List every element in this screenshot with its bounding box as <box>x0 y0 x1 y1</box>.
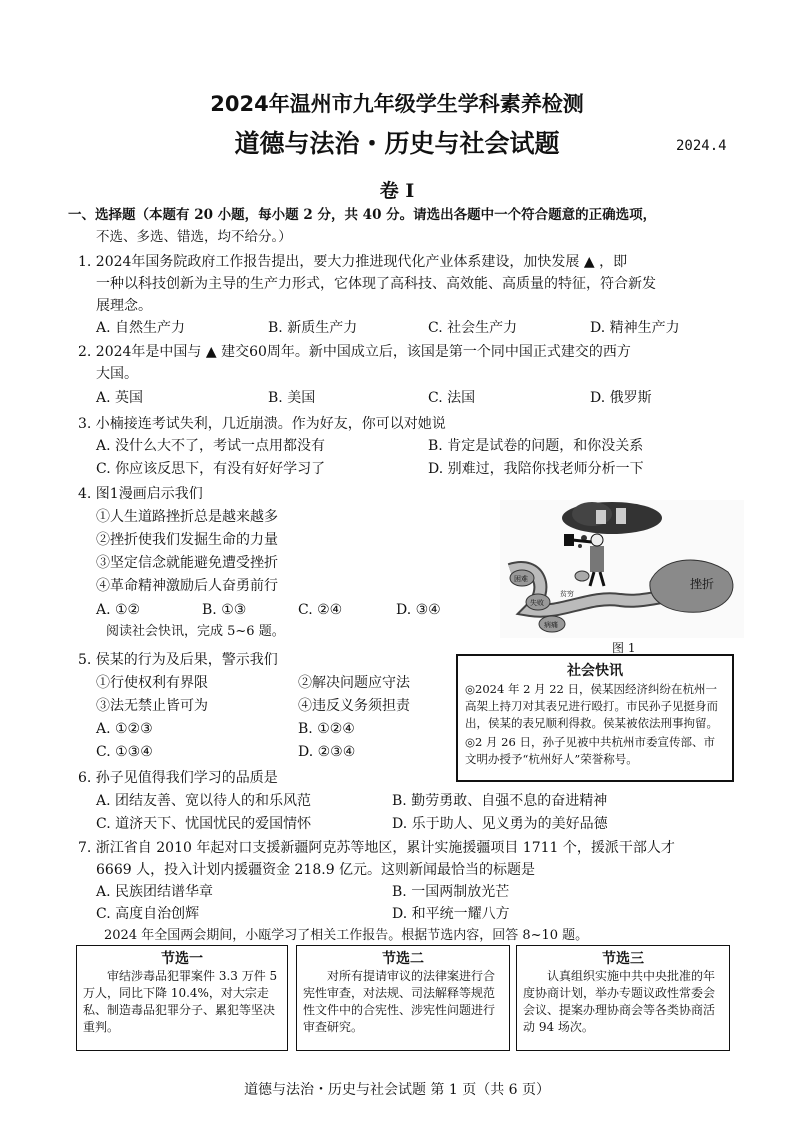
page-footer: 道德与法治・历史与社会试题 第 1 页（共 6 页） <box>243 1082 551 1098</box>
q5-statement-2: ②解决问题应守法 <box>298 675 410 691</box>
q4-statement-2: ②挫折使我们发掘生命的力量 <box>96 532 278 548</box>
q3-option-c: C. 你应该反思下，有没有好好学习了 <box>96 461 326 477</box>
q6-option-b: B. 勤劳勇敢、自强不息的奋进精神 <box>392 793 608 809</box>
q1-option-d: D. 精神生产力 <box>590 320 680 336</box>
q2-option-a: A. 英国 <box>96 390 144 406</box>
exam-subject-title: 道德与法治・历史与社会试题 <box>234 129 560 158</box>
read-prompt: 阅读社会快讯，完成 5~6 题。 <box>106 624 285 639</box>
excerpt-box-2 <box>296 945 510 1051</box>
cartoon-illustration <box>500 500 744 638</box>
q4-statement-4: ④革命精神激励后人奋勇前行 <box>96 578 278 594</box>
excerpt-1-text: 审结涉毒品犯罪案件 3.3 万件 5 万人，同比下降 10.4%，对大宗走私、制造毒品犯罪分子、累犯等坚决重判。 <box>83 969 278 1034</box>
q1-stem-line2: 一种以科技创新为主导的生产力形式，它体现了高科技、高效能、高质量的特征，符合新发 <box>96 276 656 292</box>
instructions-line1 <box>68 205 656 225</box>
q6-option-d: D. 乐于助人、见义勇为的美好品德 <box>392 816 608 832</box>
q6-option-c: C. 道济天下、忧国忧民的爱国情怀 <box>96 816 312 832</box>
q3-option-a: A. 没什么大不了，考试一点用都没有 <box>96 438 326 454</box>
q5-stem: 5. 侯某的行为及后果，警示我们 <box>78 652 278 668</box>
excerpt-2-title: 节选二 <box>382 951 424 967</box>
q5-option-b: B. ①②④ <box>298 721 355 737</box>
news-title: 社会快讯 <box>567 663 623 679</box>
q5-option-d: D. ②③④ <box>298 744 356 760</box>
q5-statement-4: ④违反义务须担责 <box>298 698 410 714</box>
q3-option-d: D. 别难过，我陪你找老师分析一下 <box>428 461 644 477</box>
excerpt-box-1 <box>76 945 288 1051</box>
exam-date: 2024.4 <box>676 138 727 154</box>
rock-label: 挫折 <box>690 577 715 591</box>
q6-option-a: A. 团结友善、宽以待人的和乐风范 <box>96 793 312 809</box>
q1-option-b: B. 新质生产力 <box>268 320 358 336</box>
news-box <box>456 654 734 782</box>
q4-option-a: A. ①② <box>96 602 141 618</box>
q1-stem-line1: 1. 2024年国务院政府工作报告提出，要大力推进现代化产业体系建设，加快发展 ▲ ，即 <box>78 254 628 270</box>
q1-option-c: C. 社会生产力 <box>428 320 518 336</box>
q7-option-b: B. 一国两制放光芒 <box>392 884 510 900</box>
excerpt-3-text: 认真组织实施中共中央批准的年度协商计划，举办专题议政性常委会会议、提案办理协商会等各类协商活动 94 场次。 <box>523 969 716 1034</box>
stone-label-2: 失败 <box>530 600 544 607</box>
q2-stem-line2: 大国。 <box>96 366 138 382</box>
q4-statement-1: ①人生道路挫折总是越来越多 <box>96 509 278 525</box>
q7-option-c: C. 高度自治创辉 <box>96 906 200 922</box>
q2-option-d: D. 俄罗斯 <box>590 390 652 406</box>
news-paragraph-2: ◎2 月 26 日，孙子见被中共杭州市委宣传部、市文明办授予“杭州好人”荣誉称号。 <box>465 735 715 766</box>
q7-option-a: A. 民族团结谱华章 <box>96 884 214 900</box>
q4-option-d: D. ③④ <box>396 602 441 618</box>
excerpt-2-text: 对所有提请审议的法律案进行合宪性审查，对法规、司法解释等规范性文件中的合宪性、涉宪性问题进行审查研究。 <box>303 969 496 1034</box>
excerpt-box-3 <box>516 945 730 1051</box>
q5-option-a: A. ①②③ <box>96 721 153 737</box>
q3-option-b: B. 肯定是试卷的问题，和你没关系 <box>428 438 644 454</box>
q2-option-c: C. 法国 <box>428 390 476 406</box>
q4-statement-3: ③坚定信念就能避免遭受挫折 <box>96 555 278 571</box>
q7-stem-line2: 6669 人，投入计划内援疆资金 218.9 亿元。这则新闻最恰当的标题是 <box>96 862 536 878</box>
q4-stem: 4. 图1漫画启示我们 <box>78 486 203 502</box>
cartoon-figure-1 <box>500 500 744 638</box>
q7-option-d: D. 和平统一耀八方 <box>392 906 510 922</box>
stone-label-4: 贫穷 <box>560 591 574 598</box>
excerpt-3-title: 节选三 <box>602 951 644 967</box>
stone-label-3: 病痛 <box>544 622 558 629</box>
news-paragraph-1: ◎2024 年 2 月 22 日，侯某因经济纠纷在杭州一高架上持刀对其表兄进行殴打。市民孙子见挺身而出，侯某的表兄顺利得救。侯某被依法刑事拘留。 <box>465 682 718 730</box>
excerpt-1-title: 节选一 <box>161 951 203 967</box>
sections-intro: 2024 年全国两会期间，小瓯学习了相关工作报告。根据节选内容，回答 8~10 题。 <box>104 928 589 943</box>
q5-option-c: C. ①③④ <box>96 744 153 760</box>
stone-label-1: 困难 <box>514 576 528 583</box>
q2-stem-line1: 2. 2024年是中国与 ▲ 建交60周年。新中国成立后，该国是第一个同中国正式建交的西方 <box>78 344 631 360</box>
q1-option-a: A. 自然生产力 <box>96 320 186 336</box>
exam-title: 2024年温州市九年级学生学科素养检测 <box>210 92 584 116</box>
volume-heading: 卷 Ⅰ <box>379 180 415 202</box>
q1-stem-line3: 展理念。 <box>96 298 152 314</box>
instructions-text: 一、选择题（本题有 20 小题，每小题 2 分，共 40 分。请选出各题中一个符合题意的正确选项， <box>68 207 657 223</box>
q5-statement-3: ③法无禁止皆可为 <box>96 698 208 714</box>
instructions-line2: 不选、多选、错选，均不给分。） <box>96 229 292 245</box>
q2-option-b: B. 美国 <box>268 390 316 406</box>
q6-stem: 6. 孙子见值得我们学习的品质是 <box>78 770 278 786</box>
q7-stem-line1: 7. 浙江省自 2010 年起对口支援新疆阿克苏等地区，累计实施援疆项目 1711 个，援派干部人才 <box>78 840 675 856</box>
q5-statement-1: ①行使权利有界限 <box>96 675 208 691</box>
q4-option-c: C. ②④ <box>298 602 343 618</box>
figure-caption: 图 1 <box>612 641 636 655</box>
q3-stem: 3. 小楠接连考试失利，几近崩溃。作为好友，你可以对她说 <box>78 416 446 432</box>
q4-option-b: B. ①③ <box>202 602 247 618</box>
